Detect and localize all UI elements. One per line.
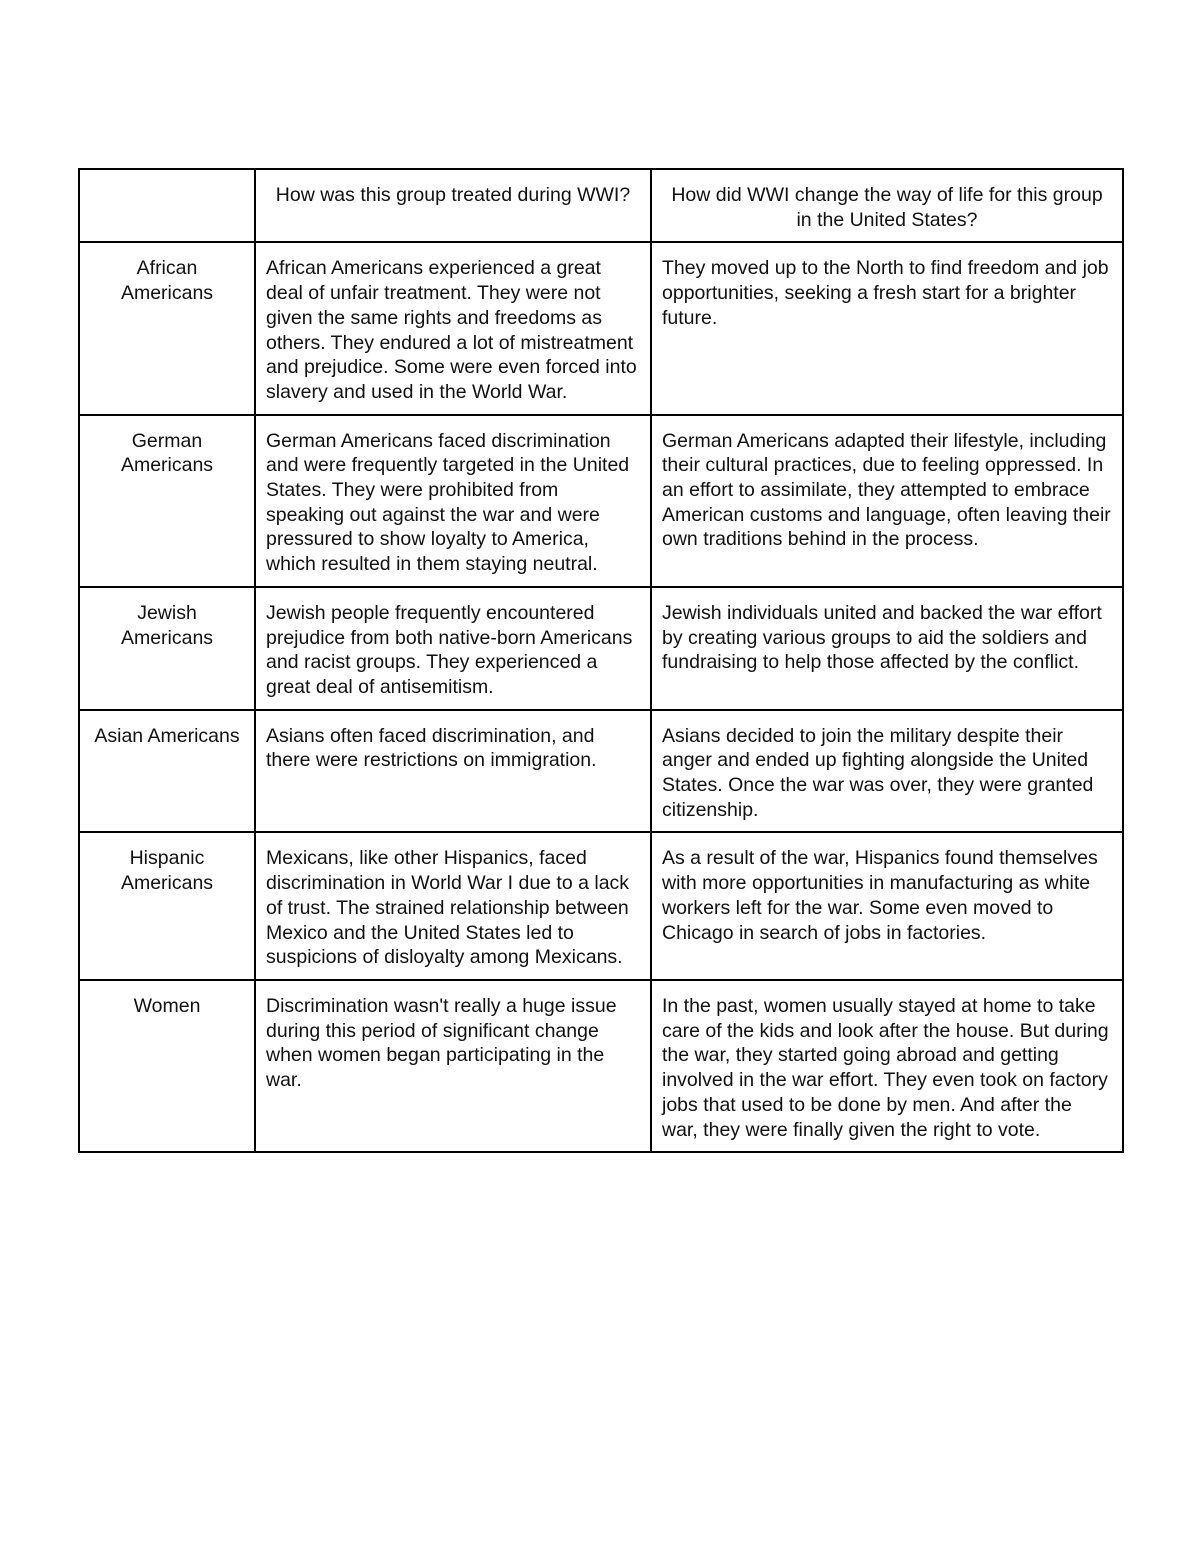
table-row: [79, 242, 1123, 414]
wwi-groups-table: [78, 168, 1124, 1153]
treatment-cell: Asians often faced discrimination, and there were restrictions on immigration.: [255, 710, 651, 833]
group-name: Jewish Americans: [79, 587, 255, 710]
treatment-cell: German Americans faced discrimination and were frequently targeted in the United States. They were prohibited from speaking out against the war and were pressured to show loyalty to America, which resulted in them staying neutral.: [255, 415, 651, 587]
group-name: Women: [79, 980, 255, 1152]
treatment-cell: Mexicans, like other Hispanics, faced discrimination in World War I due to a lack of trust. The strained relationship between Mexico and the United States led to suspicions of disloyalty among Mexicans.: [255, 832, 651, 980]
header-change-column: How did WWI change the way of life for this group in the United States?: [651, 169, 1123, 242]
treatment-cell: African Americans experienced a great deal of unfair treatment. They were not given the same rights and freedoms as others. They endured a lot of mistreatment and prejudice. Some were even forced into slavery and used in the World War.: [255, 242, 651, 414]
change-cell: They moved up to the North to find freedom and job opportunities, seeking a fresh start for a brighter future.: [651, 242, 1123, 414]
treatment-cell: Jewish people frequently encountered prejudice from both native-born Americans and racist groups. They experienced a great deal of antisemitism.: [255, 587, 651, 710]
group-name: German Americans: [79, 415, 255, 587]
table-row: [79, 415, 1123, 587]
change-cell: Jewish individuals united and backed the war effort by creating various groups to aid the soldiers and fundraising to help those affected by the conflict.: [651, 587, 1123, 710]
change-cell: As a result of the war, Hispanics found themselves with more opportunities in manufacturing as white workers left for the war. Some even moved to Chicago in search of jobs in factories.: [651, 832, 1123, 980]
header-group-column: [79, 169, 255, 242]
change-cell: Asians decided to join the military despite their anger and ended up fighting alongside the United States. Once the war was over, they were granted citizenship.: [651, 710, 1123, 833]
table-row: [79, 710, 1123, 833]
table-row: [79, 832, 1123, 980]
table-row: [79, 587, 1123, 710]
change-cell: German Americans adapted their lifestyle, including their cultural practices, due to feeling oppressed. In an effort to assimilate, they attempted to embrace American customs and language, often leaving their own traditions behind in the process.: [651, 415, 1123, 587]
header-treatment-column: How was this group treated during WWI?: [255, 169, 651, 242]
group-name: Hispanic Americans: [79, 832, 255, 980]
group-name: African Americans: [79, 242, 255, 414]
treatment-cell: Discrimination wasn't really a huge issue during this period of significant change when women began participating in the war.: [255, 980, 651, 1152]
change-cell: In the past, women usually stayed at home to take care of the kids and look after the house. But during the war, they started going abroad and getting involved in the war effort. They even took on factory jobs that used to be done by men. And after the war, they were finally given the right to vote.: [651, 980, 1123, 1152]
table-row: [79, 980, 1123, 1152]
header-row: [79, 169, 1123, 242]
group-name: Asian Americans: [79, 710, 255, 833]
